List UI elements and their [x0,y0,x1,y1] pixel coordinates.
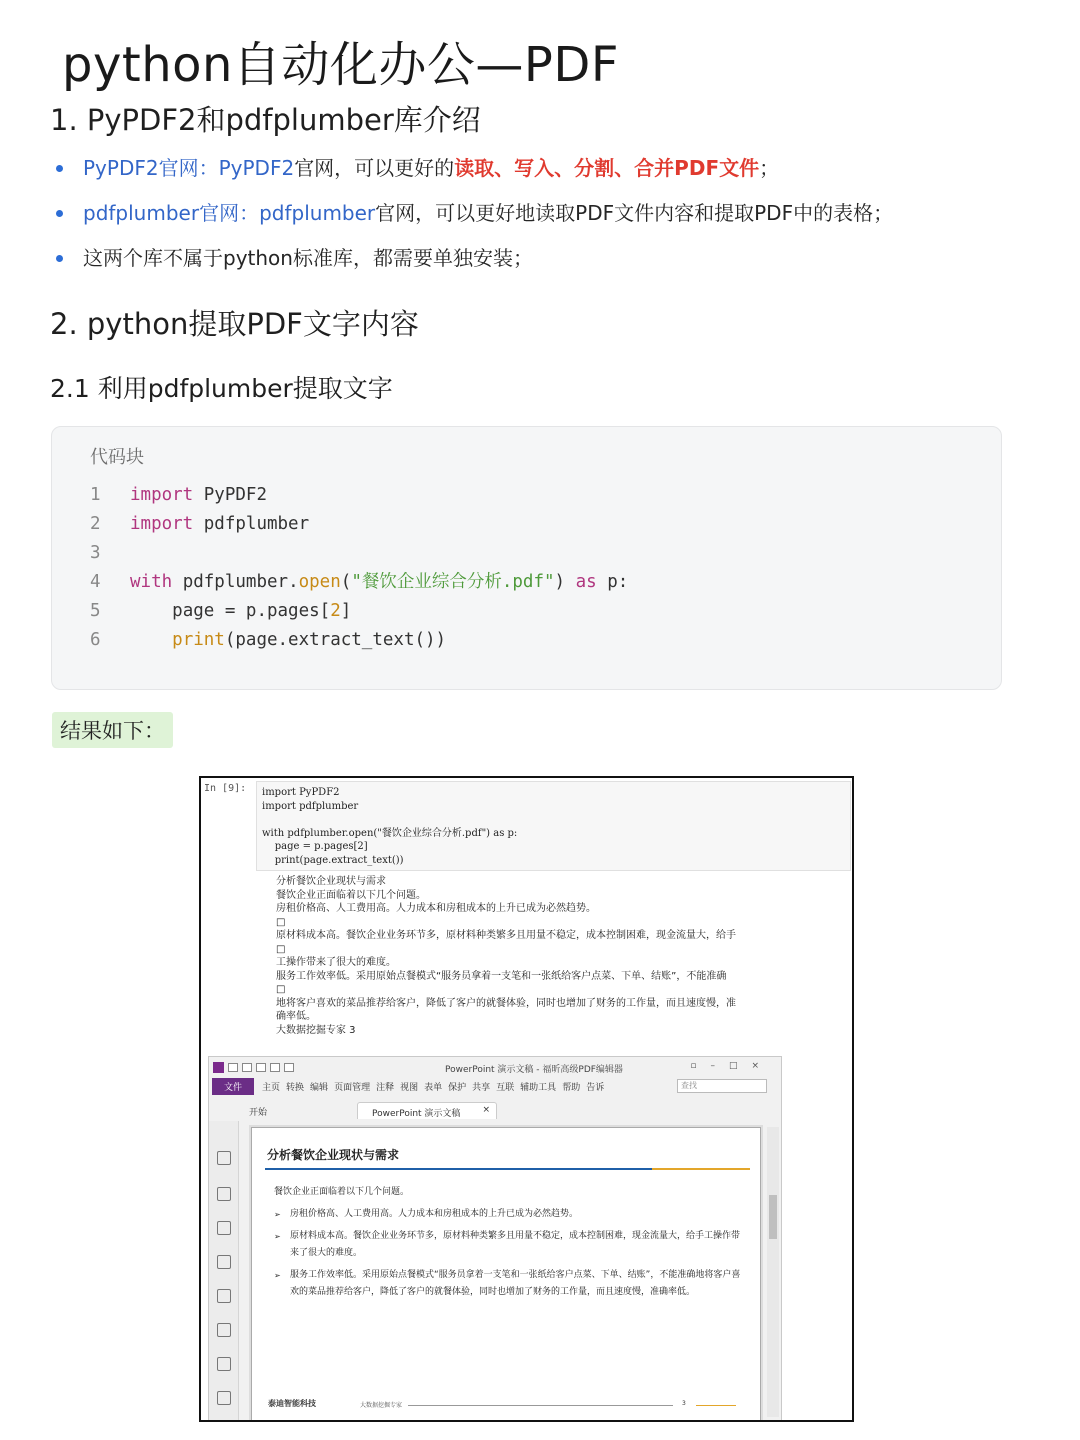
cell-prompt: In [9]: [204,783,247,794]
slide-intro: 餐饮企业正面临着以下几个问题。 [274,1187,410,1197]
save-icon[interactable] [242,1063,252,1072]
line-number: 4 [90,572,101,592]
print-icon[interactable] [256,1063,266,1072]
output-line: 大数据挖掘专家 3 [276,1024,356,1036]
code-line [90,510,628,539]
slide-body [274,1184,744,1301]
statement: page = p.pages[ [172,601,331,621]
close-tab-icon[interactable]: × [482,1105,490,1115]
cell-line: with pdfplumber.open("餐饮企业综合分析.pdf") as p: [262,827,518,839]
output-line: 餐饮企业正面临着以下几个问题。 [276,889,426,901]
pdfplumber-site-link[interactable]: pdfplumber官网： [83,201,260,225]
output-line: 房租价格高、人工费用高。人力成本和房租成本的上升已成为必然趋势。 [276,903,596,914]
menu-item-view[interactable]: 视图 [400,1082,419,1093]
bullet-end: ； [759,156,780,180]
menu-item-tell[interactable]: 告诉 [586,1082,605,1093]
code-block[interactable] [51,426,1002,690]
scrollbar-thumb[interactable] [769,1195,777,1239]
pdf-editor-window [208,1056,782,1422]
cell-line: page = p.pages[2] [262,841,368,852]
code-line: 5 page = p.pages[2] [90,597,628,626]
window-controls[interactable]: ▫–□× [690,1061,773,1071]
menu-item-connect[interactable]: 互联 [496,1082,515,1093]
intro-bullet-list [54,146,1034,281]
lock-icon[interactable] [217,1357,231,1371]
menu-file[interactable]: 文件 [212,1078,254,1095]
comments-icon[interactable] [217,1255,231,1269]
line-number: 2 [90,514,101,534]
module-ref: pdfplumber [182,572,289,592]
result-screenshot [199,776,854,1422]
tab-document[interactable] [357,1102,497,1119]
cell-line: print(page.extract_text()) [262,854,404,866]
bullet-text: 官网，可以更好的 [294,156,455,180]
menu-item-form[interactable]: 表单 [424,1082,443,1093]
code-line [90,481,628,510]
bullet-install-note [54,236,1034,281]
attachment-icon[interactable] [217,1289,231,1303]
menu-item-edit[interactable]: 编辑 [310,1082,329,1093]
document-tabs [237,1101,777,1119]
menu-item-convert[interactable]: 转换 [286,1082,305,1093]
menu-item-pages[interactable]: 页面管理 [334,1082,371,1093]
output-line: 确率低。 [276,1011,316,1022]
bullet-pypdf2 [54,146,1034,191]
output-line: 服务工作效率低。采用原始点餐模式“服务员拿着一支笔和一张纸给客户点菜、下单、结账”，不能准确 [276,970,727,982]
result-label: 结果如下： [52,712,173,748]
title-bar [209,1057,781,1077]
pypdf2-site-link[interactable]: PyPDF2官网： [83,156,219,180]
left-sidebar [209,1121,239,1421]
module-name: pdfplumber [203,514,310,534]
undo-icon[interactable] [270,1063,280,1072]
cell-line: import pdfplumber [262,800,359,812]
keyword: import [130,514,194,534]
footer-rule [408,1405,673,1406]
section2-heading: 2. python提取PDF文字内容 [50,307,419,341]
menu-item-share[interactable]: 共享 [472,1082,491,1093]
output-line: 地将客户喜欢的菜品推荐给客户，降低了客户的就餐体验，同时也增加了财务的工作量，而且速度慢，准 [276,997,736,1009]
code-lines[interactable] [90,481,628,655]
line-number: 1 [90,485,101,505]
vertical-scrollbar[interactable] [767,1127,779,1417]
string-literal: "餐饮企业综合分析.pdf" [351,572,555,592]
footer-page-number: 3 [682,1400,686,1407]
signature-icon[interactable] [217,1323,231,1337]
bookmark-icon[interactable] [217,1151,231,1165]
search-input[interactable]: 查找 [677,1079,767,1093]
module-name: PyPDF2 [203,485,267,505]
menu-item-tools[interactable]: 辅助工具 [520,1082,557,1093]
code-line [90,539,628,568]
bullet-text: 这两个库不属于python标准库，都需要单独安装； [83,246,533,270]
call-args: (page.extract_text()) [224,630,447,650]
tab-document-label: PowerPoint 演示文稿 [372,1109,461,1119]
pdfplumber-link[interactable]: pdfplumber [259,201,376,225]
code-line [90,626,628,655]
line-number: 3 [90,543,101,563]
tab-start[interactable]: 开始 [249,1108,268,1118]
keyword: as [575,572,597,592]
bullet-text: 官网，可以更好地读取PDF文件内容和提取PDF中的表格； [375,201,894,225]
output-line: 原材料成本高。餐饮企业业务环节多，原材料种类繁多且用量不稳定，成本控制困难，现金流量大，给手 [276,930,736,941]
slide-bullet: ➢ 原材料成本高。餐饮企业业务环节多，原材料种类繁多且用量不稳定，成本控制困难，现金流量大，给手工操作带来了很大的难度。 [274,1228,744,1262]
function-name: open [298,572,341,592]
app-logo-icon [213,1062,224,1073]
highlight-text: 读取、写入、分割、合并PDF文件 [454,156,760,180]
output-line: 分析餐饮企业现状与需求 [276,876,386,887]
pdf-page [251,1127,761,1422]
slide-title: 分析餐饮企业现状与需求 [267,1148,400,1162]
title-rule-accent [652,1168,750,1170]
code-block-label: 代码块 [90,447,144,468]
menu-item-protect[interactable]: 保护 [448,1082,467,1093]
slide-bullet: ➢ 房租价格高、人工费用高。人力成本和房租成本的上升已成为必然趋势。 [274,1206,744,1223]
slide-footer [268,1398,748,1414]
output-line: 工操作带来了很大的难度。 [276,957,396,968]
index-literal: 2 [330,601,341,621]
pypdf2-link[interactable]: PyPDF2 [218,156,295,180]
function-name: print [172,630,225,650]
keyword: with [130,572,173,592]
fields-icon[interactable] [217,1391,231,1405]
bullet-pdfplumber [54,191,1034,236]
footer-subtitle: 大数据挖掘专家 [360,1402,403,1409]
footer-rule-accent [696,1405,736,1406]
footer-logo: 泰迪智能科技 [268,1399,316,1408]
line-number: 6 [90,630,101,650]
redo-icon[interactable] [284,1063,294,1072]
output-line: □ [276,943,286,955]
keyword: import [130,485,194,505]
output-line: □ [276,916,286,928]
menu-item-comment[interactable]: 注释 [376,1082,395,1093]
line-number: 5 [90,601,101,621]
notebook-code-cell[interactable] [256,781,851,871]
notebook-output [276,875,836,1037]
menu-item-help[interactable]: 帮助 [562,1082,581,1093]
slide-bullet: ➢ 服务工作效率低。采用原始点餐模式“服务员拿着一支笔和一张纸给客户点菜、下单、结账”，不能准确地将客户喜欢的菜品推荐给客户，降低了客户的就餐体验，同时也增加了财务的工作量，而且速度慢，准确率低。 [274,1267,744,1301]
variable: p: [607,572,629,592]
cell-line: import PyPDF2 [262,787,340,798]
open-folder-icon[interactable] [228,1063,238,1072]
code-line: 4 with pdfplumber.open("餐饮企业综合分析.pdf") as p: [90,568,628,597]
page-title: python自动化办公—PDF [62,37,619,93]
output-line: □ [276,984,286,995]
cell-line [262,813,845,827]
layers-icon[interactable] [217,1221,231,1235]
window-title: PowerPoint 演示文稿 - 福昕高级PDF编辑器 [445,1065,623,1075]
section1-heading: 1. PyPDF2和pdfplumber库介绍 [50,103,481,137]
pages-icon[interactable] [217,1187,231,1201]
section2-1-heading: 2.1 利用pdfplumber提取文字 [50,374,393,403]
menu-item-home[interactable]: 主页 [262,1082,281,1093]
